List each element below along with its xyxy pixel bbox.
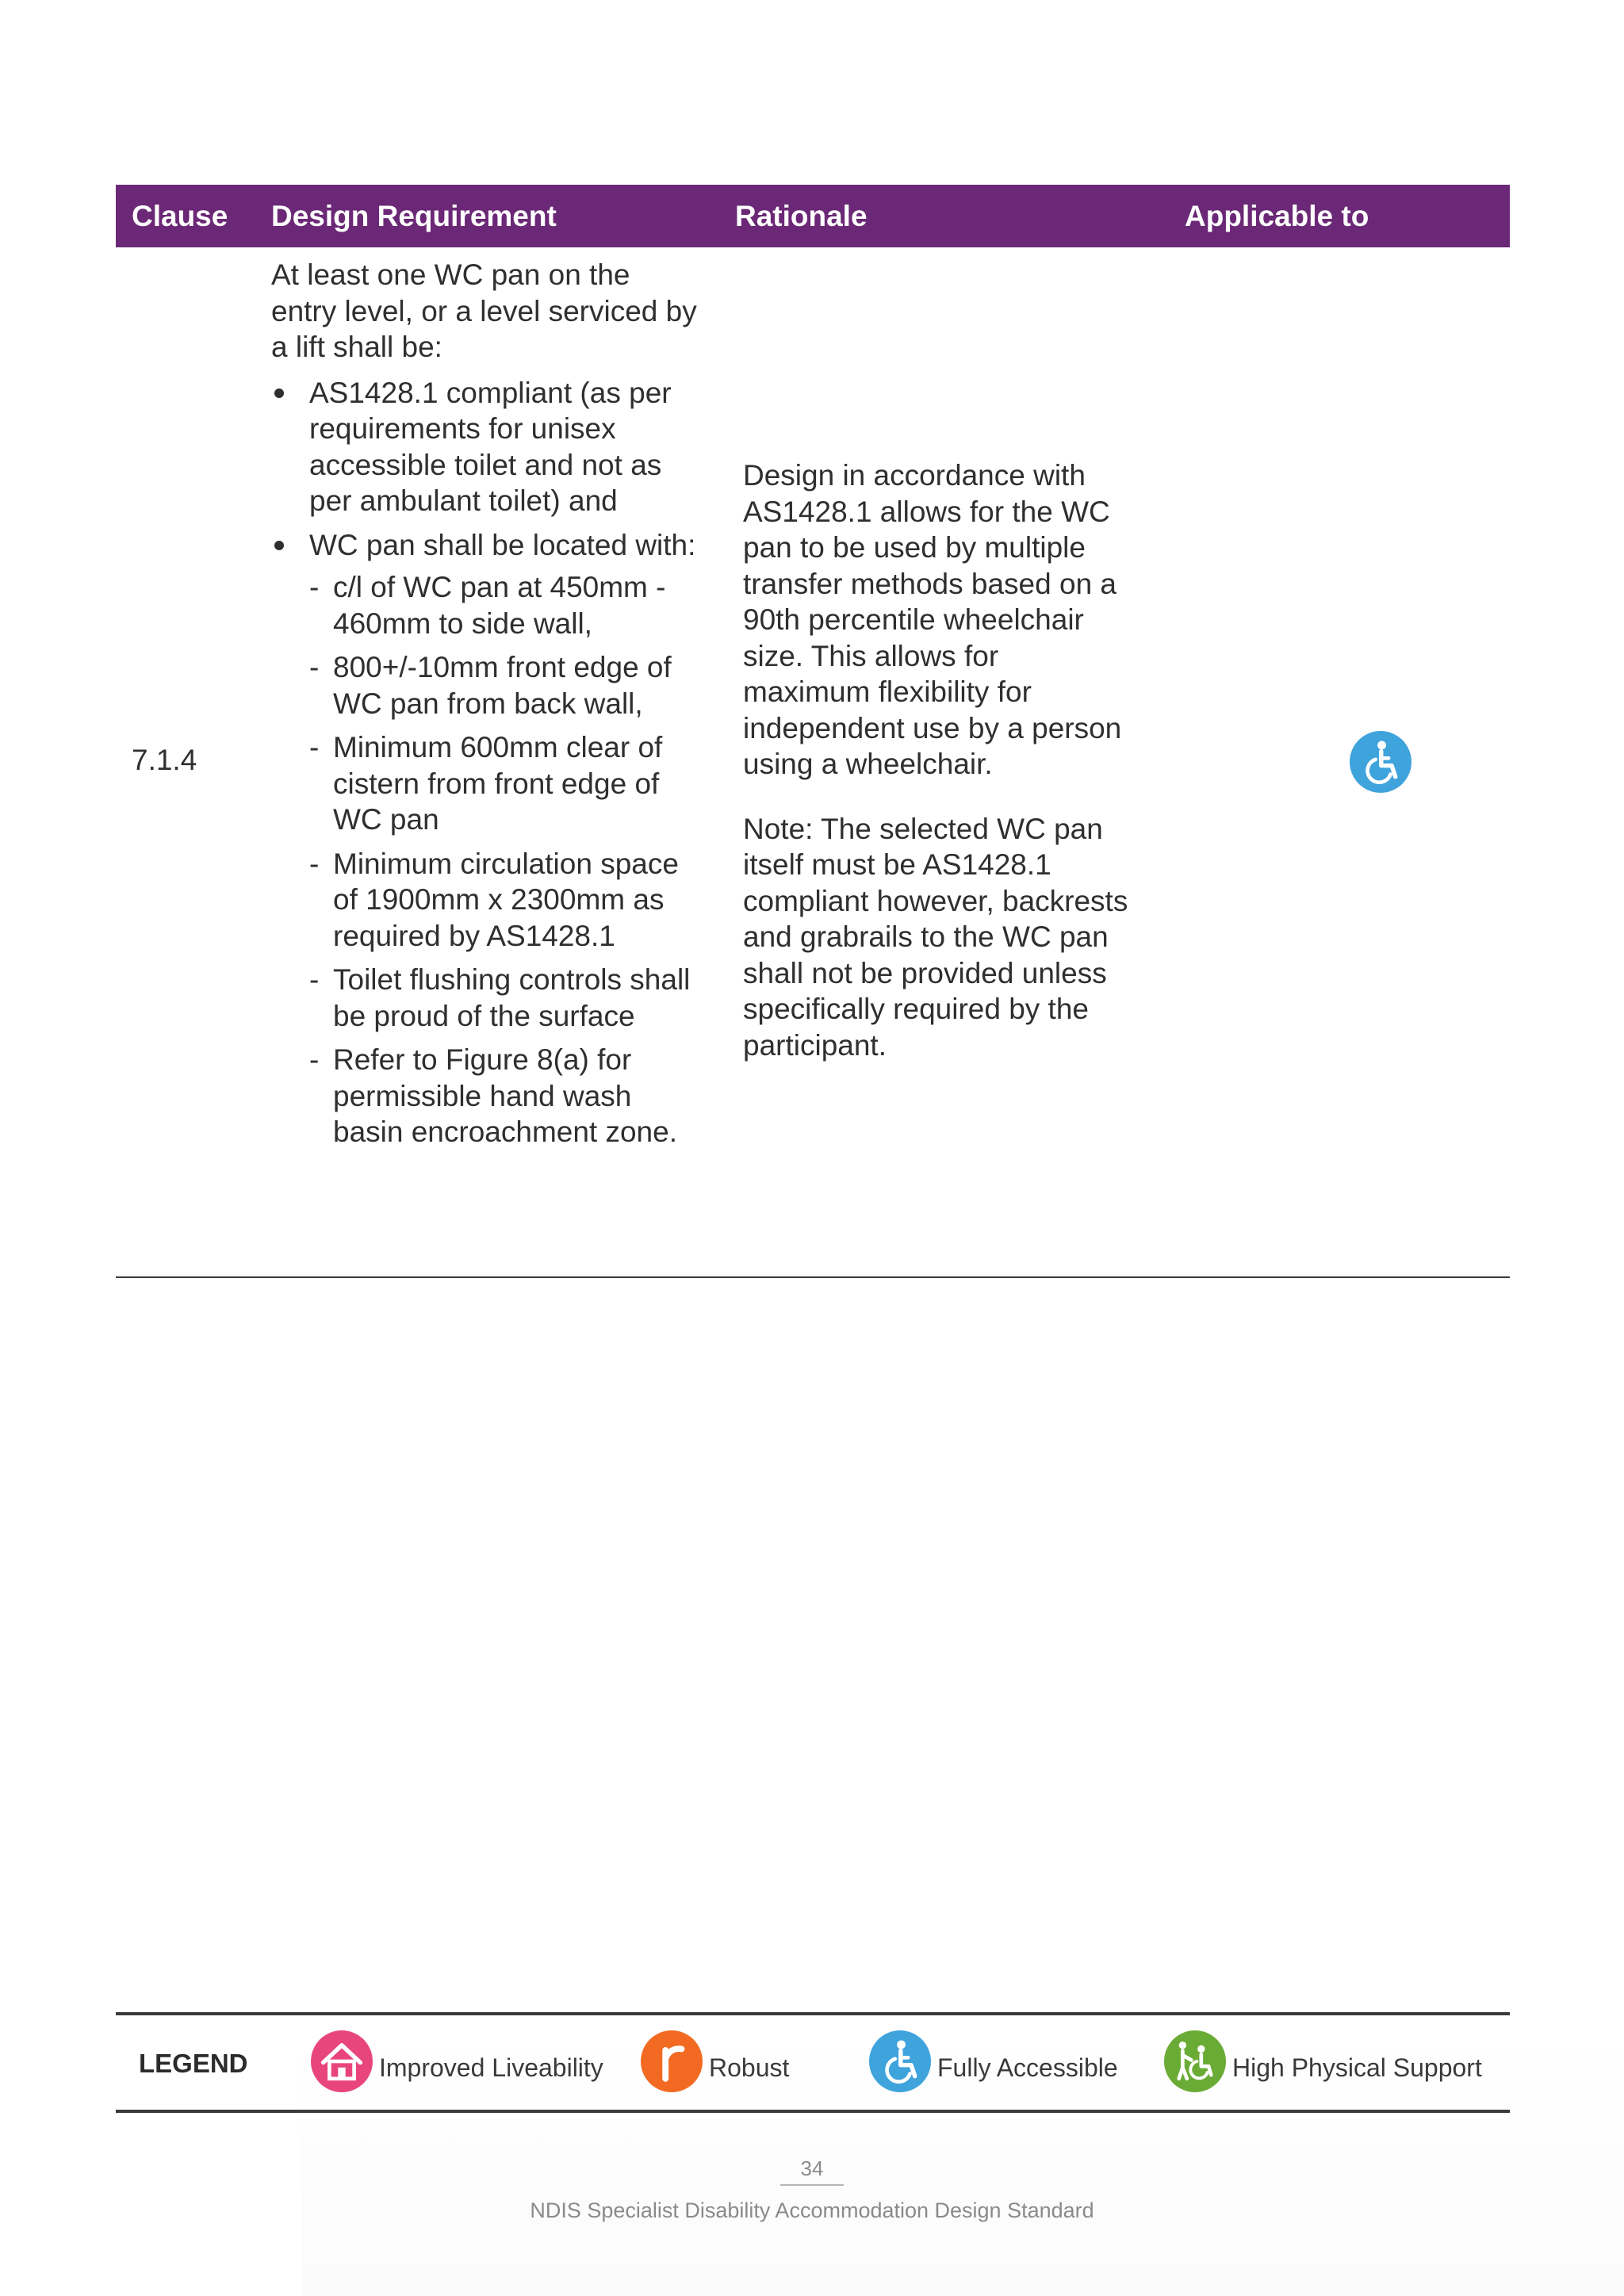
wheelchair-icon <box>869 2030 931 2092</box>
dash-marker: - <box>309 731 320 763</box>
document-title: NDIS Specialist Disability Accommodation Design Standard <box>530 2198 1094 2222</box>
sub-list-text: Refer to Figure 8(a) for permissible hand wash basin encroachment zone. <box>333 1043 677 1148</box>
bullet-dot <box>274 541 284 550</box>
dash-marker: - <box>309 651 320 683</box>
page-number: 34 <box>780 2156 844 2186</box>
header-rationale: Rationale <box>735 200 868 232</box>
rationale-note: Note: The selected WC pan itself must be AS1428.1 compliant however, backrests and grabrails to the WC pan shall not be provided unless specifically required by the participant. <box>743 812 1128 1062</box>
table-row <box>116 247 1510 1278</box>
robust-r-icon <box>641 2030 703 2092</box>
rationale-paragraph: Design in accordance with AS1428.1 allows for the WC pan to be used by multiple transfer methods based on a 90th percentile wheelchair size. This allows for maximum flexibility for independent use by a person using a wheelchair. <box>743 459 1122 780</box>
legend-bottom-rule <box>116 2110 1510 2113</box>
sub-list-text: c/l of WC pan at 450mm - 460mm to side wall, <box>333 571 666 640</box>
bullet-text: AS1428.1 compliant (as per requirements for unisex accessible toilet and not as per ambulant toilet) and <box>309 376 672 517</box>
bullet-item <box>271 527 699 1150</box>
design-requirement-cell <box>271 257 699 1158</box>
wheelchair-icon <box>1350 731 1411 793</box>
dash-marker: - <box>309 571 320 603</box>
legend-label: Robust <box>709 2053 790 2082</box>
bullet-item <box>271 375 699 519</box>
sub-list-item <box>309 846 699 955</box>
clause-number: 7.1.4 <box>132 744 197 776</box>
sub-list-item <box>309 1042 699 1150</box>
legend-title: LEGEND <box>139 2049 248 2078</box>
legend-label: High Physical Support <box>1232 2053 1482 2082</box>
assisted-wheelchair-icon <box>1164 2030 1226 2092</box>
requirement-bullets <box>271 375 699 1150</box>
sub-list-text: 800+/-10mm front edge of WC pan from back wall, <box>333 651 672 720</box>
header-design-requirement: Design Requirement <box>271 200 557 232</box>
rationale-cell <box>743 457 1132 1092</box>
bullet-text: WC pan shall be located with: <box>309 528 696 561</box>
dash-marker: - <box>309 963 320 996</box>
sub-list-text: Toilet flushing controls shall be proud of the surface <box>333 963 691 1032</box>
sub-list-text: Minimum 600mm clear of cistern from front edge of WC pan <box>333 731 663 836</box>
requirement-intro: At least one WC pan on the entry level, or a level serviced by a lift shall be: <box>271 258 697 363</box>
sub-list-item <box>309 649 699 721</box>
house-icon <box>311 2030 373 2092</box>
dash-marker: - <box>309 847 320 880</box>
location-sub-list <box>309 569 699 1150</box>
legend-label: Improved Liveability <box>379 2053 603 2082</box>
bullet-dot <box>274 388 284 398</box>
legend-label: Fully Accessible <box>937 2053 1118 2082</box>
sub-list-text: Minimum circulation space of 1900mm x 2300mm as required by AS1428.1 <box>333 847 679 952</box>
table-header <box>116 185 1510 247</box>
legend-top-rule <box>116 2012 1510 2015</box>
sub-list-item <box>309 729 699 838</box>
sub-list-item <box>309 962 699 1034</box>
dash-marker: - <box>309 1043 320 1076</box>
header-applicable-to: Applicable to <box>1185 200 1369 232</box>
header-clause: Clause <box>132 200 228 232</box>
sub-list-item <box>309 569 699 641</box>
